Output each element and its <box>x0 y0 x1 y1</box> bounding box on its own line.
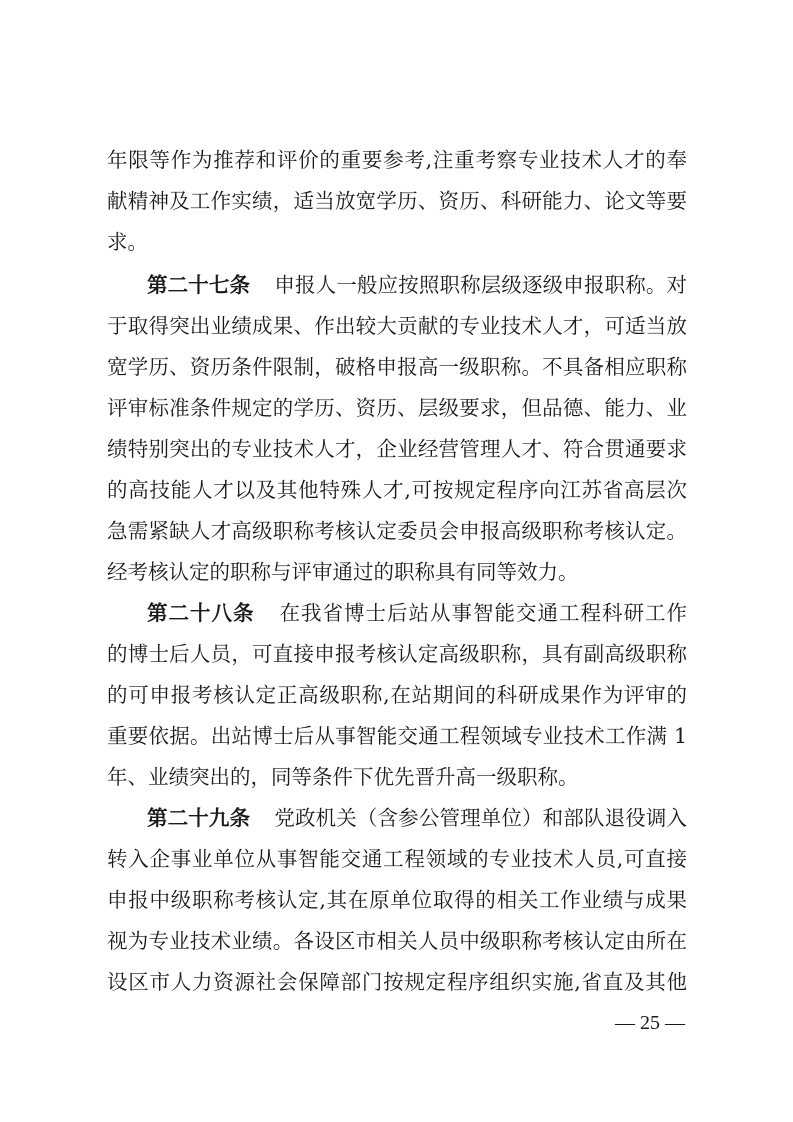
text-line: 求。 <box>107 230 148 254</box>
article-29-label: 第二十九条 <box>147 806 251 830</box>
article-27-label: 第二十七条 <box>147 273 251 297</box>
text-line: 宽学历、资历条件限制，破格申报高一级职称。不具备相应职称 <box>107 355 687 379</box>
article-27-first-text: 申报人一般应按照职称层级逐级申报职称。对 <box>274 273 687 297</box>
text-line: 申报中级职称考核认定,其在原单位取得的相关工作业绩与成果 <box>107 888 687 912</box>
text-line: 重要依据。出站博士后从事智能交通工程领域专业技术工作满 1 <box>107 724 687 748</box>
text-line: 绩特别突出的专业技术人才，企业经营管理人才、符合贯通要求 <box>107 437 687 461</box>
text-line: 年、业绩突出的，同等条件下优先晋升高一级职称。 <box>107 765 579 789</box>
article-28-first-line <box>147 593 687 633</box>
text-line: 设区市人力资源社会保障部门按规定程序组织实施,省直及其他 <box>107 970 687 994</box>
text-line: 评审标准条件规定的学历、资历、层级要求，但品德、能力、业 <box>107 396 687 420</box>
text-line: 的高技能人才以及其他特殊人才,可按规定程序向江苏省高层次 <box>107 478 687 502</box>
text-line: 年限等作为推荐和评价的重要参考,注重考察专业技术人才的奉 <box>107 148 687 172</box>
page-number: — 25 — <box>615 1012 685 1034</box>
text-line: 经考核认定的职称与评审通过的职称具有同等效力。 <box>107 560 579 584</box>
article-29-first-line <box>147 798 687 838</box>
text-line: 转入企事业单位从事智能交通工程领域的专业技术人员,可直接 <box>107 847 687 871</box>
text-line: 献精神及工作实绩，适当放宽学历、资历、科研能力、论文等要 <box>107 189 687 213</box>
text-line: 于取得突出业绩成果、作出较大贡献的专业技术人才，可适当放 <box>107 314 687 338</box>
article-28-label: 第二十八条 <box>147 601 255 625</box>
text-line: 的博士后人员，可直接申报考核认定高级职称，具有副高级职称 <box>107 642 687 666</box>
text-line: 急需紧缺人才高级职称考核认定委员会申报高级职称考核认定。 <box>107 519 687 543</box>
text-line: 的可申报考核认定正高级职称,在站期间的科研成果作为评审的 <box>107 683 687 707</box>
text-line: 视为专业技术业绩。各设区市相关人员中级职称考核认定由所在 <box>107 929 687 953</box>
article-28-first-text: 在我省博士后站从事智能交通工程科研工作 <box>278 601 687 625</box>
article-27-first-line <box>147 265 687 305</box>
article-29-first-text: 党政机关（含参公管理单位）和部队退役调入 <box>274 806 687 830</box>
